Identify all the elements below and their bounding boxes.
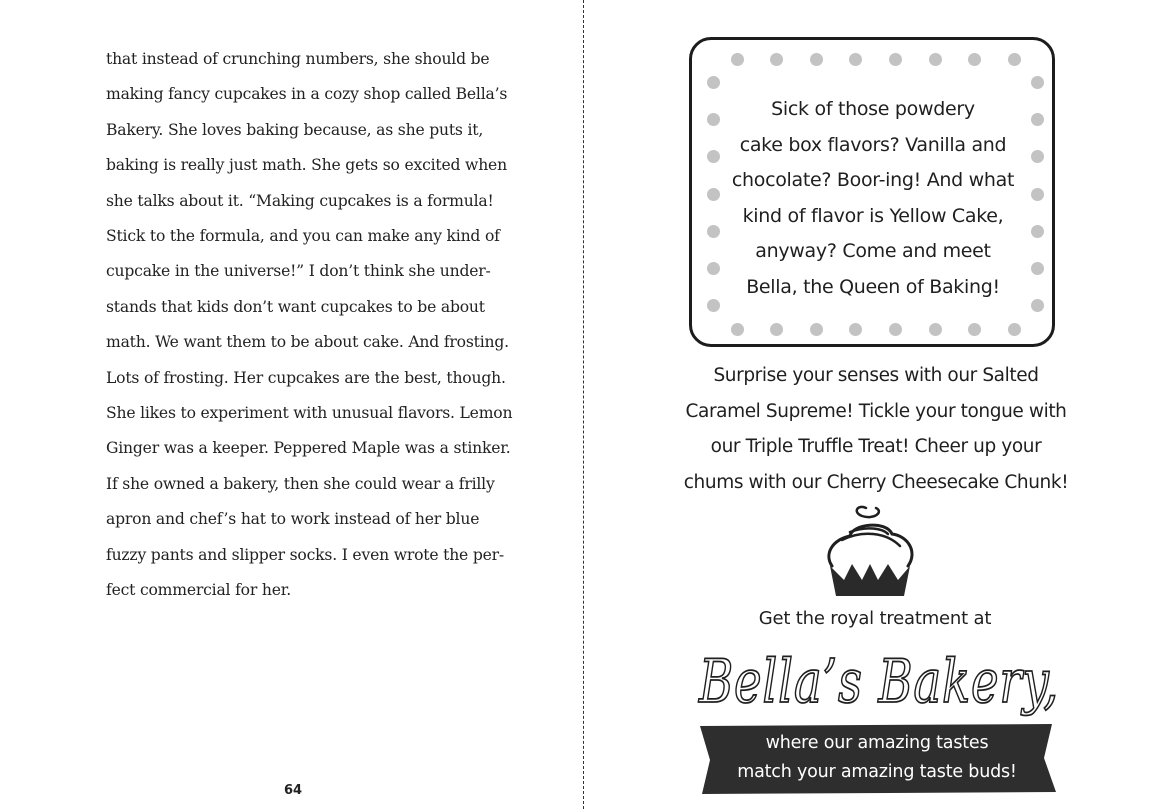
border-dot: [770, 53, 783, 66]
ad-box-line: chocolate? Boor-ing! And what: [731, 169, 1015, 191]
ad-box-line: kind of flavor is Yellow Cake,: [742, 204, 1004, 227]
border-dot: [1008, 323, 1021, 336]
body-line: fuzzy pants and slipper socks. I even wrote the per-: [106, 545, 504, 564]
body-line: If she owned a bakery, then she could wear a frilly: [106, 474, 495, 493]
body-line: She likes to experiment with unusual flavors. Lemon: [106, 404, 513, 423]
slogan-line: where our amazing tastes: [765, 733, 989, 753]
body-line: Lots of frosting. Her cupcakes are the best, though.: [106, 368, 506, 387]
border-dot: [707, 188, 720, 201]
body-line: cupcake in the universe!” I don’t think she under-: [106, 262, 491, 281]
bakery-name: Bella’s Bakery,: [698, 647, 1059, 717]
border-dot: [707, 262, 720, 275]
border-dot: [707, 299, 720, 312]
border-dot: [1008, 53, 1021, 66]
promo-line: chums with our Cherry Cheesecake Chunk!: [683, 471, 1069, 493]
border-dot: [849, 53, 862, 66]
border-dot: [968, 323, 981, 336]
promo-line: Surprise your senses with our Salted: [713, 365, 1039, 386]
body-line: that instead of crunching numbers, she should be: [106, 50, 490, 68]
border-dot: [889, 323, 902, 336]
body-line: stands that kids don’t want cupcakes to be about: [106, 297, 485, 316]
slogan-line: match your amazing taste buds!: [737, 762, 1017, 782]
promo-line: our Triple Truffle Treat! Cheer up your: [710, 436, 1042, 457]
border-dot: [929, 323, 942, 336]
border-dot: [810, 323, 823, 336]
border-dot: [889, 53, 902, 66]
border-dot: [707, 150, 720, 163]
border-dot: [1031, 188, 1044, 201]
ad-box-text: [725, 92, 1021, 305]
ad-box-line: anyway? Come and meet: [755, 240, 991, 262]
border-dot: [707, 225, 720, 238]
page-number: 64: [284, 783, 303, 798]
cupcake-icon: [822, 500, 918, 600]
border-dot: [1031, 225, 1044, 238]
body-line: she talks about it. “Making cupcakes is a formula!: [106, 191, 494, 210]
border-dot: [731, 53, 744, 66]
border-dot: [810, 53, 823, 66]
border-dot: [770, 323, 783, 336]
body-line: Ginger was a keeper. Peppered Maple was a stinker.: [106, 439, 511, 458]
royal-treatment-line: Get the royal treatment at: [758, 608, 992, 629]
border-dot: [707, 113, 720, 126]
border-dot: [1031, 76, 1044, 89]
body-line: Bakery. She loves baking because, as she puts it,: [106, 120, 484, 139]
body-line: making fancy cupcakes in a cozy shop called Bella’s: [106, 85, 508, 104]
border-dot: [731, 323, 744, 336]
promo-text: [680, 358, 1072, 500]
border-dot: [707, 76, 720, 89]
border-dot: [968, 53, 981, 66]
body-line: Stick to the formula, and you can make any kind of: [106, 227, 500, 246]
border-dot: [1031, 262, 1044, 275]
ad-box-line: Sick of those powdery: [771, 98, 975, 120]
border-dot: [1031, 113, 1044, 126]
slogan-text: [696, 729, 1058, 787]
body-line: fect commercial for her.: [106, 581, 292, 600]
border-dot: [849, 323, 862, 336]
border-dot: [929, 53, 942, 66]
bakery-logo: [694, 636, 1064, 724]
body-line: baking is really just math. She gets so excited when: [106, 156, 507, 175]
promo-line: Caramel Supreme! Tickle your tongue with: [685, 400, 1067, 422]
body-line: apron and chef’s hat to work instead of her blue: [106, 510, 480, 529]
ad-box-line: Bella, the Queen of Baking!: [746, 275, 1000, 298]
body-line: math. We want them to be about cake. And frosting.: [106, 333, 509, 352]
border-dot: [1031, 150, 1044, 163]
body-text: [106, 42, 513, 609]
ad-box-line: cake box flavors? Vanilla and: [739, 133, 1007, 156]
border-dot: [1031, 299, 1044, 312]
page-divider: [583, 0, 584, 809]
